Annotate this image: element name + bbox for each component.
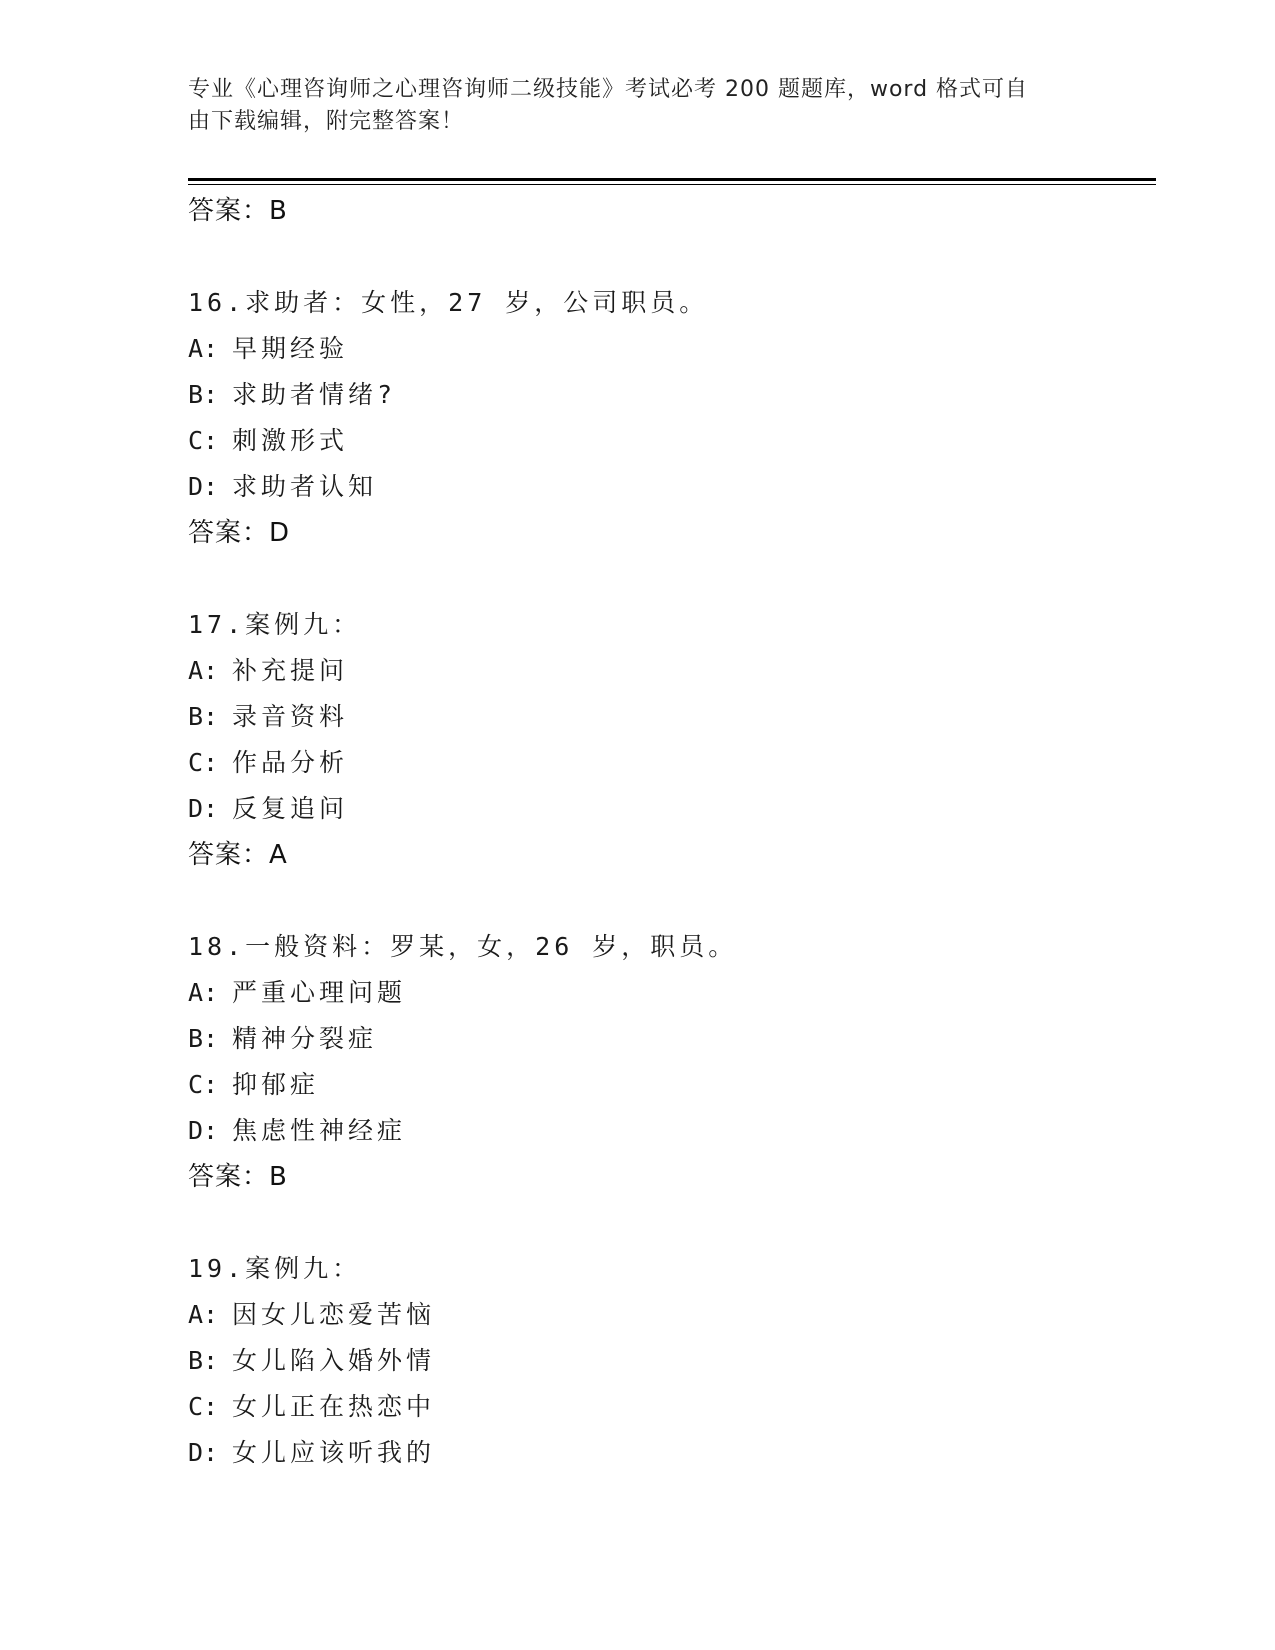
answer-value: D [269,518,291,548]
answer-value: A [269,840,288,870]
option-c [188,1062,1156,1108]
option-text: 抑郁症 [232,1070,320,1099]
option-b [188,1338,1156,1384]
option-text: 女儿应该听我的 [232,1438,436,1467]
option-c [188,1384,1156,1430]
header-divider-thin [188,184,1156,185]
answer-label: 答案： [188,196,270,226]
option-text: 补充提问 [232,656,349,685]
option-a [188,648,1156,694]
option-d [188,786,1156,832]
option-text: 严重心理问题 [232,978,407,1007]
option-b [188,372,1156,418]
option-text: 女儿陷入婚外情 [232,1346,436,1375]
answer-line [188,832,1156,878]
question-stem: 19.案例九： [188,1254,362,1283]
option-key: B: [188,380,219,409]
option-text: 录音资料 [232,702,349,731]
document-header [188,74,1068,138]
option-c [188,740,1156,786]
option-d [188,464,1156,510]
answer-line [188,1154,1156,1200]
question-stem: 17.案例九： [188,610,362,639]
question-stem: 16.求助者：女性，27 岁，公司职员。 [188,288,709,317]
header-line-1: 专业《心理咨询师之心理咨询师二级技能》考试必考 200 题题库，word 格式可自 [188,77,1029,102]
header-divider-thick [188,178,1156,181]
option-key: B: [188,702,219,731]
option-text: 焦虑性神经症 [232,1116,407,1145]
option-text: 反复追问 [232,794,349,823]
option-text: 精神分裂症 [232,1024,378,1053]
option-d [188,1108,1156,1154]
option-text: 求助者认知 [232,472,378,501]
option-key: B: [188,1024,219,1053]
option-b [188,694,1156,740]
option-a [188,326,1156,372]
answer-label: 答案： [188,518,270,548]
option-b [188,1016,1156,1062]
answer-label: 答案： [188,1162,270,1192]
header-line-2: 由下载编辑，附完整答案！ [188,109,465,134]
option-a [188,970,1156,1016]
option-key: A: [188,978,219,1007]
option-key: C: [188,748,219,777]
option-key: A: [188,656,219,685]
option-key: C: [188,1392,219,1421]
question-stem: 18.一般资料：罗某，女，26 岁，职员。 [188,932,738,961]
option-text: 作品分析 [232,748,349,777]
option-key: B: [188,1346,219,1375]
option-key: A: [188,1300,219,1329]
option-key: A: [188,334,219,363]
option-d [188,1430,1156,1476]
answer-label: 答案： [188,840,270,870]
option-a [188,1292,1156,1338]
option-text: 求助者情绪? [232,380,397,409]
option-key: D: [188,794,219,823]
option-text: 女儿正在热恋中 [232,1392,436,1421]
option-key: C: [188,1070,219,1099]
option-key: D: [188,472,219,501]
option-key: D: [188,1438,219,1467]
option-c [188,418,1156,464]
option-key: D: [188,1116,219,1145]
option-text: 因女儿恋爱苦恼 [232,1300,436,1329]
answer-value: B [269,1162,288,1192]
answer-value: B [269,196,288,226]
option-key: C: [188,426,219,455]
answer-line [188,188,1156,234]
option-text: 刺激形式 [232,426,349,455]
question-list [188,188,1156,1476]
option-text: 早期经验 [232,334,349,363]
answer-line [188,510,1156,556]
